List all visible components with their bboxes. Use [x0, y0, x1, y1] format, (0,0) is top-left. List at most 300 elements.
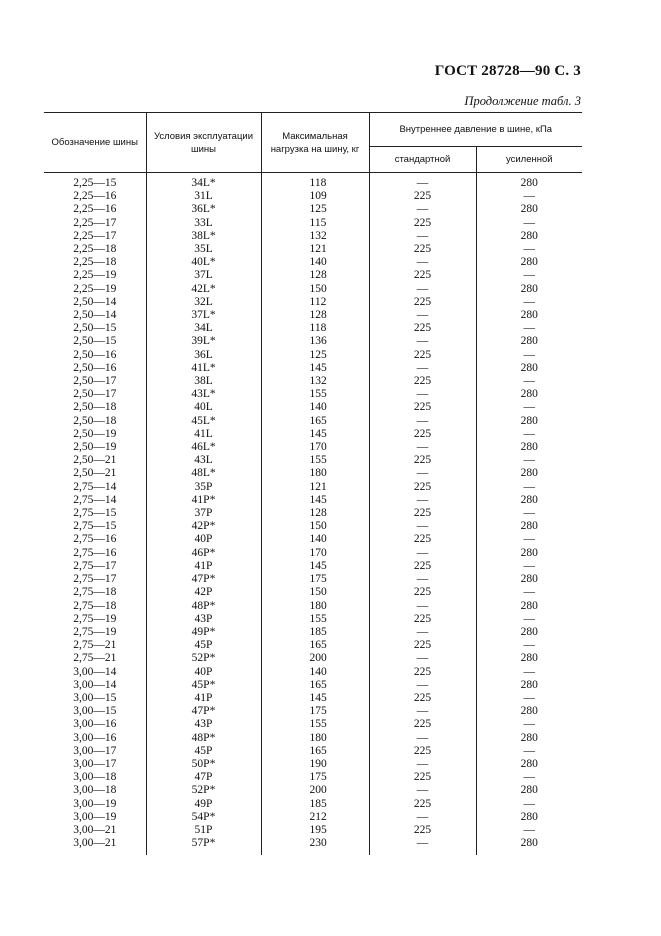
cell-designation: 2,25—19: [44, 283, 146, 296]
cell-conditions: 36L*: [146, 203, 261, 216]
cell-max-load: 140: [261, 256, 369, 269]
cell-reinforced-pressure: 280: [520, 546, 538, 559]
table-row: [44, 203, 582, 216]
cell-reinforced-pressure: —: [523, 507, 535, 520]
cell-conditions: 42L*: [146, 283, 261, 296]
cell-designation: 2,75—16: [44, 533, 146, 546]
cell-standard-pressure: —: [369, 309, 476, 322]
cell-designation: 2,75—17: [44, 560, 146, 573]
cell-designation: 3,00—21: [44, 837, 146, 855]
cell-standard-pressure: —: [369, 256, 476, 269]
cell-conditions: 48L*: [146, 467, 261, 480]
table-row: [44, 520, 582, 533]
cell-standard-pressure: —: [369, 388, 476, 401]
cell-reinforced-pressure: —: [523, 427, 535, 440]
table-row: [44, 441, 582, 454]
cell-conditions: 33L: [146, 217, 261, 230]
cell-reinforced-pressure: —: [523, 639, 535, 652]
cell-conditions: 48P*: [146, 600, 261, 613]
cell-reinforced-pressure: 280: [520, 757, 538, 770]
cell-max-load: 150: [261, 283, 369, 296]
cell-max-load: 128: [261, 309, 369, 322]
cell-reinforced-pressure: 280: [520, 810, 538, 823]
cell-reinforced-pressure: —: [523, 322, 535, 335]
cell-standard-pressure: 225: [369, 454, 476, 467]
cell-reinforced-pressure: 280: [520, 837, 538, 850]
cell-max-load: 128: [261, 507, 369, 520]
cell-standard-pressure: —: [369, 758, 476, 771]
table-row: [44, 173, 582, 191]
cell-conditions: 42P*: [146, 520, 261, 533]
cell-designation: 2,25—15: [44, 173, 146, 191]
cell-reinforced-pressure: —: [523, 401, 535, 414]
cell-designation: 2,50—17: [44, 375, 146, 388]
table-row: [44, 269, 582, 282]
cell-max-load: 145: [261, 494, 369, 507]
cell-max-load: 155: [261, 454, 369, 467]
cell-designation: 2,25—17: [44, 217, 146, 230]
cell-standard-pressure: —: [369, 230, 476, 243]
cell-max-load: 112: [261, 296, 369, 309]
cell-conditions: 51P: [146, 824, 261, 837]
cell-conditions: 43L*: [146, 388, 261, 401]
table-row: [44, 533, 582, 546]
cell-designation: 2,50—21: [44, 467, 146, 480]
cell-reinforced-pressure: —: [523, 216, 535, 229]
cell-designation: 3,00—17: [44, 745, 146, 758]
table-row: [44, 283, 582, 296]
cell-max-load: 125: [261, 203, 369, 216]
cell-standard-pressure: 225: [369, 666, 476, 679]
cell-conditions: 37L*: [146, 309, 261, 322]
cell-conditions: 43P: [146, 613, 261, 626]
cell-designation: 2,75—14: [44, 481, 146, 494]
cell-conditions: 41P: [146, 560, 261, 573]
cell-conditions: 39L*: [146, 335, 261, 348]
tire-pressure-table: [44, 112, 582, 855]
cell-conditions: 45L*: [146, 415, 261, 428]
cell-max-load: 118: [261, 173, 369, 191]
cell-max-load: 150: [261, 520, 369, 533]
cell-max-load: 109: [261, 190, 369, 203]
cell-designation: 2,50—18: [44, 401, 146, 414]
cell-conditions: 47P*: [146, 573, 261, 586]
cell-max-load: 136: [261, 335, 369, 348]
cell-max-load: 125: [261, 349, 369, 362]
cell-standard-pressure: —: [369, 283, 476, 296]
cell-reinforced-pressure: 280: [520, 335, 538, 348]
col-header-conditions: Условия эксплуатации шины: [146, 113, 261, 173]
cell-conditions: 41L*: [146, 362, 261, 375]
col-header-pressure-group: Внутреннее давление в шине, кПа: [369, 113, 582, 147]
cell-conditions: 37L: [146, 269, 261, 282]
cell-standard-pressure: —: [369, 732, 476, 745]
cell-standard-pressure: —: [369, 467, 476, 480]
cell-max-load: 175: [261, 771, 369, 784]
cell-conditions: 49P: [146, 798, 261, 811]
table-row: [44, 573, 582, 586]
cell-max-load: 132: [261, 230, 369, 243]
cell-standard-pressure: 225: [369, 745, 476, 758]
table-continuation-note: Продолжение табл. 3: [464, 94, 581, 108]
cell-designation: 2,75—19: [44, 626, 146, 639]
cell-reinforced-pressure: 280: [520, 203, 538, 216]
cell-reinforced-pressure: 280: [520, 493, 538, 506]
col-header-designation: Обозначение шины: [44, 113, 146, 173]
cell-reinforced-pressure: 280: [520, 388, 538, 401]
cell-conditions: 31L: [146, 190, 261, 203]
table-row: [44, 388, 582, 401]
cell-designation: 3,00—14: [44, 666, 146, 679]
cell-reinforced-pressure: —: [523, 375, 535, 388]
cell-standard-pressure: —: [369, 520, 476, 533]
cell-standard-pressure: 225: [369, 771, 476, 784]
cell-standard-pressure: 225: [369, 243, 476, 256]
cell-standard-pressure: —: [369, 362, 476, 375]
cell-conditions: 40L: [146, 401, 261, 414]
cell-designation: 2,75—21: [44, 639, 146, 652]
cell-reinforced-pressure: —: [523, 243, 535, 256]
cell-designation: 3,00—19: [44, 798, 146, 811]
cell-conditions: 36L: [146, 349, 261, 362]
cell-reinforced-pressure: 280: [520, 625, 538, 638]
cell-conditions: 32L: [146, 296, 261, 309]
cell-reinforced-pressure: —: [523, 190, 535, 203]
cell-conditions: 41P*: [146, 494, 261, 507]
cell-conditions: 57P*: [146, 837, 261, 855]
cell-max-load: 165: [261, 679, 369, 692]
cell-designation: 2,75—21: [44, 652, 146, 665]
cell-standard-pressure: —: [369, 784, 476, 797]
cell-designation: 3,00—14: [44, 679, 146, 692]
cell-max-load: 165: [261, 745, 369, 758]
table-row: [44, 679, 582, 692]
cell-reinforced-pressure: 280: [520, 361, 538, 374]
cell-conditions: 52P*: [146, 784, 261, 797]
cell-conditions: 41P: [146, 692, 261, 705]
cell-conditions: 37P: [146, 507, 261, 520]
cell-reinforced-pressure: —: [523, 586, 535, 599]
cell-standard-pressure: 225: [369, 613, 476, 626]
table-row: [44, 626, 582, 639]
cell-standard-pressure: —: [369, 335, 476, 348]
cell-reinforced-pressure: 280: [520, 256, 538, 269]
cell-reinforced-pressure: —: [523, 533, 535, 546]
cell-standard-pressure: —: [369, 441, 476, 454]
cell-standard-pressure: —: [369, 203, 476, 216]
cell-reinforced-pressure: —: [523, 665, 535, 678]
cell-standard-pressure: —: [369, 626, 476, 639]
cell-max-load: 150: [261, 586, 369, 599]
cell-standard-pressure: 225: [369, 824, 476, 837]
cell-conditions: 47P*: [146, 705, 261, 718]
cell-max-load: 200: [261, 652, 369, 665]
cell-designation: 2,25—16: [44, 203, 146, 216]
table-row: [44, 243, 582, 256]
cell-max-load: 132: [261, 375, 369, 388]
table-row: [44, 190, 582, 203]
cell-standard-pressure: 225: [369, 718, 476, 731]
cell-max-load: 115: [261, 217, 369, 230]
table-row: [44, 296, 582, 309]
cell-max-load: 140: [261, 666, 369, 679]
cell-reinforced-pressure: 280: [520, 599, 538, 612]
cell-standard-pressure: —: [369, 600, 476, 613]
cell-standard-pressure: 225: [369, 507, 476, 520]
cell-reinforced-pressure: 280: [520, 731, 538, 744]
col-header-max-load: Максимальная нагрузка на шину, кг: [261, 113, 369, 173]
cell-standard-pressure: 225: [369, 481, 476, 494]
cell-max-load: 180: [261, 467, 369, 480]
cell-reinforced-pressure: —: [523, 718, 535, 731]
cell-standard-pressure: 225: [369, 533, 476, 546]
cell-max-load: 185: [261, 626, 369, 639]
cell-conditions: 49P*: [146, 626, 261, 639]
cell-max-load: 170: [261, 547, 369, 560]
cell-designation: 3,00—15: [44, 692, 146, 705]
cell-conditions: 42P: [146, 586, 261, 599]
table-row: [44, 837, 582, 855]
cell-conditions: 47P: [146, 771, 261, 784]
cell-standard-pressure: —: [369, 547, 476, 560]
cell-designation: 2,50—16: [44, 349, 146, 362]
cell-max-load: 165: [261, 639, 369, 652]
table-row: [44, 771, 582, 784]
cell-reinforced-pressure: —: [523, 269, 535, 282]
table-row: [44, 732, 582, 745]
cell-conditions: 40L*: [146, 256, 261, 269]
table-body: [44, 173, 582, 856]
cell-max-load: 230: [261, 837, 369, 855]
cell-designation: 3,00—15: [44, 705, 146, 718]
table-row: [44, 811, 582, 824]
cell-designation: 3,00—16: [44, 732, 146, 745]
cell-designation: 2,50—16: [44, 362, 146, 375]
cell-designation: 2,75—17: [44, 573, 146, 586]
cell-designation: 2,75—18: [44, 586, 146, 599]
cell-standard-pressure: 225: [369, 401, 476, 414]
table-row: [44, 613, 582, 626]
cell-reinforced-pressure: 280: [520, 414, 538, 427]
cell-max-load: 145: [261, 428, 369, 441]
cell-conditions: 41L: [146, 428, 261, 441]
table-row: [44, 560, 582, 573]
cell-standard-pressure: 225: [369, 349, 476, 362]
cell-max-load: 165: [261, 415, 369, 428]
cell-designation: 2,25—18: [44, 256, 146, 269]
table-row: [44, 798, 582, 811]
cell-max-load: 145: [261, 692, 369, 705]
cell-standard-pressure: —: [369, 573, 476, 586]
col-header-reinforced: усиленной: [476, 147, 582, 173]
table-row: [44, 230, 582, 243]
cell-conditions: 43P: [146, 718, 261, 731]
cell-standard-pressure: —: [369, 811, 476, 824]
table-row: [44, 481, 582, 494]
cell-max-load: 190: [261, 758, 369, 771]
table-row: [44, 705, 582, 718]
cell-designation: 2,25—18: [44, 243, 146, 256]
cell-designation: 3,00—18: [44, 771, 146, 784]
table-row: [44, 375, 582, 388]
cell-conditions: 45P: [146, 745, 261, 758]
cell-max-load: 155: [261, 613, 369, 626]
cell-reinforced-pressure: —: [523, 823, 535, 836]
cell-standard-pressure: —: [369, 652, 476, 665]
cell-max-load: 175: [261, 573, 369, 586]
table-row: [44, 666, 582, 679]
cell-standard-pressure: 225: [369, 560, 476, 573]
cell-reinforced-pressure: 280: [520, 441, 538, 454]
cell-designation: 3,00—21: [44, 824, 146, 837]
cell-standard-pressure: 225: [369, 217, 476, 230]
cell-conditions: 40P: [146, 666, 261, 679]
cell-conditions: 35L: [146, 243, 261, 256]
table-row: [44, 454, 582, 467]
cell-max-load: 128: [261, 269, 369, 282]
cell-max-load: 145: [261, 362, 369, 375]
table-row: [44, 401, 582, 414]
cell-designation: 2,50—14: [44, 309, 146, 322]
cell-max-load: 200: [261, 784, 369, 797]
table-row: [44, 824, 582, 837]
table-row: [44, 256, 582, 269]
cell-designation: 3,00—17: [44, 758, 146, 771]
cell-reinforced-pressure: —: [523, 744, 535, 757]
cell-reinforced-pressure: —: [523, 295, 535, 308]
cell-standard-pressure: 225: [369, 190, 476, 203]
cell-max-load: 185: [261, 798, 369, 811]
cell-reinforced-pressure: 280: [520, 520, 538, 533]
cell-reinforced-pressure: —: [523, 348, 535, 361]
table-row: [44, 415, 582, 428]
cell-conditions: 43L: [146, 454, 261, 467]
cell-designation: 2,75—15: [44, 520, 146, 533]
cell-max-load: 155: [261, 718, 369, 731]
cell-designation: 3,00—18: [44, 784, 146, 797]
table-row: [44, 428, 582, 441]
cell-conditions: 38L*: [146, 230, 261, 243]
cell-max-load: 121: [261, 243, 369, 256]
cell-designation: 2,25—19: [44, 269, 146, 282]
cell-standard-pressure: —: [369, 679, 476, 692]
cell-conditions: 46L*: [146, 441, 261, 454]
table-row: [44, 758, 582, 771]
cell-conditions: 48P*: [146, 732, 261, 745]
cell-max-load: 140: [261, 401, 369, 414]
table-row: [44, 652, 582, 665]
cell-designation: 2,75—19: [44, 613, 146, 626]
table-row: [44, 600, 582, 613]
table-row: [44, 335, 582, 348]
cell-designation: 2,75—16: [44, 547, 146, 560]
cell-designation: 2,25—17: [44, 230, 146, 243]
cell-designation: 3,00—16: [44, 718, 146, 731]
col-header-standard: стандартной: [369, 147, 476, 173]
cell-conditions: 34L*: [146, 173, 261, 191]
document-id-header: ГОСТ 28728—90 С. 3: [434, 63, 581, 79]
cell-standard-pressure: 225: [369, 798, 476, 811]
table-row: [44, 547, 582, 560]
cell-reinforced-pressure: —: [523, 691, 535, 704]
cell-max-load: 170: [261, 441, 369, 454]
cell-reinforced-pressure: —: [523, 771, 535, 784]
table-row: [44, 784, 582, 797]
cell-standard-pressure: —: [369, 705, 476, 718]
cell-designation: 2,50—15: [44, 335, 146, 348]
cell-reinforced-pressure: —: [523, 559, 535, 572]
table-row: [44, 322, 582, 335]
cell-standard-pressure: —: [369, 837, 476, 855]
table-row: [44, 494, 582, 507]
cell-standard-pressure: 225: [369, 428, 476, 441]
cell-designation: 2,50—17: [44, 388, 146, 401]
cell-reinforced-pressure: —: [523, 454, 535, 467]
cell-conditions: 35P: [146, 481, 261, 494]
cell-conditions: 40P: [146, 533, 261, 546]
cell-max-load: 180: [261, 600, 369, 613]
cell-max-load: 145: [261, 560, 369, 573]
cell-standard-pressure: —: [369, 494, 476, 507]
cell-standard-pressure: 225: [369, 586, 476, 599]
cell-reinforced-pressure: 280: [520, 282, 538, 295]
cell-reinforced-pressure: 280: [520, 177, 538, 189]
cell-standard-pressure: 225: [369, 375, 476, 388]
cell-conditions: 45P*: [146, 679, 261, 692]
cell-standard-pressure: 225: [369, 269, 476, 282]
cell-standard-pressure: 225: [369, 322, 476, 335]
cell-designation: 2,50—15: [44, 322, 146, 335]
cell-conditions: 50P*: [146, 758, 261, 771]
table-row: [44, 586, 582, 599]
cell-designation: 2,50—21: [44, 454, 146, 467]
table-row: [44, 217, 582, 230]
cell-max-load: 195: [261, 824, 369, 837]
table-row: [44, 718, 582, 731]
cell-designation: 2,75—18: [44, 600, 146, 613]
cell-designation: 2,75—14: [44, 494, 146, 507]
cell-reinforced-pressure: —: [523, 480, 535, 493]
cell-reinforced-pressure: 280: [520, 467, 538, 480]
cell-reinforced-pressure: 280: [520, 309, 538, 322]
cell-reinforced-pressure: 280: [520, 229, 538, 242]
cell-designation: 2,75—15: [44, 507, 146, 520]
cell-conditions: 46P*: [146, 547, 261, 560]
cell-conditions: 52P*: [146, 652, 261, 665]
cell-designation: 2,50—19: [44, 428, 146, 441]
cell-reinforced-pressure: —: [523, 612, 535, 625]
table-row: [44, 507, 582, 520]
cell-max-load: 121: [261, 481, 369, 494]
table-row: [44, 349, 582, 362]
table-row: [44, 467, 582, 480]
table-header: [44, 113, 582, 173]
cell-max-load: 180: [261, 732, 369, 745]
cell-standard-pressure: 225: [369, 639, 476, 652]
cell-designation: 2,50—19: [44, 441, 146, 454]
cell-conditions: 54P*: [146, 811, 261, 824]
cell-max-load: 212: [261, 811, 369, 824]
cell-standard-pressure: —: [369, 173, 476, 191]
cell-conditions: 34L: [146, 322, 261, 335]
cell-reinforced-pressure: 280: [520, 705, 538, 718]
cell-conditions: 38L: [146, 375, 261, 388]
cell-max-load: 118: [261, 322, 369, 335]
cell-reinforced-pressure: 280: [520, 678, 538, 691]
cell-reinforced-pressure: 280: [520, 652, 538, 665]
cell-reinforced-pressure: 280: [520, 573, 538, 586]
table-row: [44, 745, 582, 758]
